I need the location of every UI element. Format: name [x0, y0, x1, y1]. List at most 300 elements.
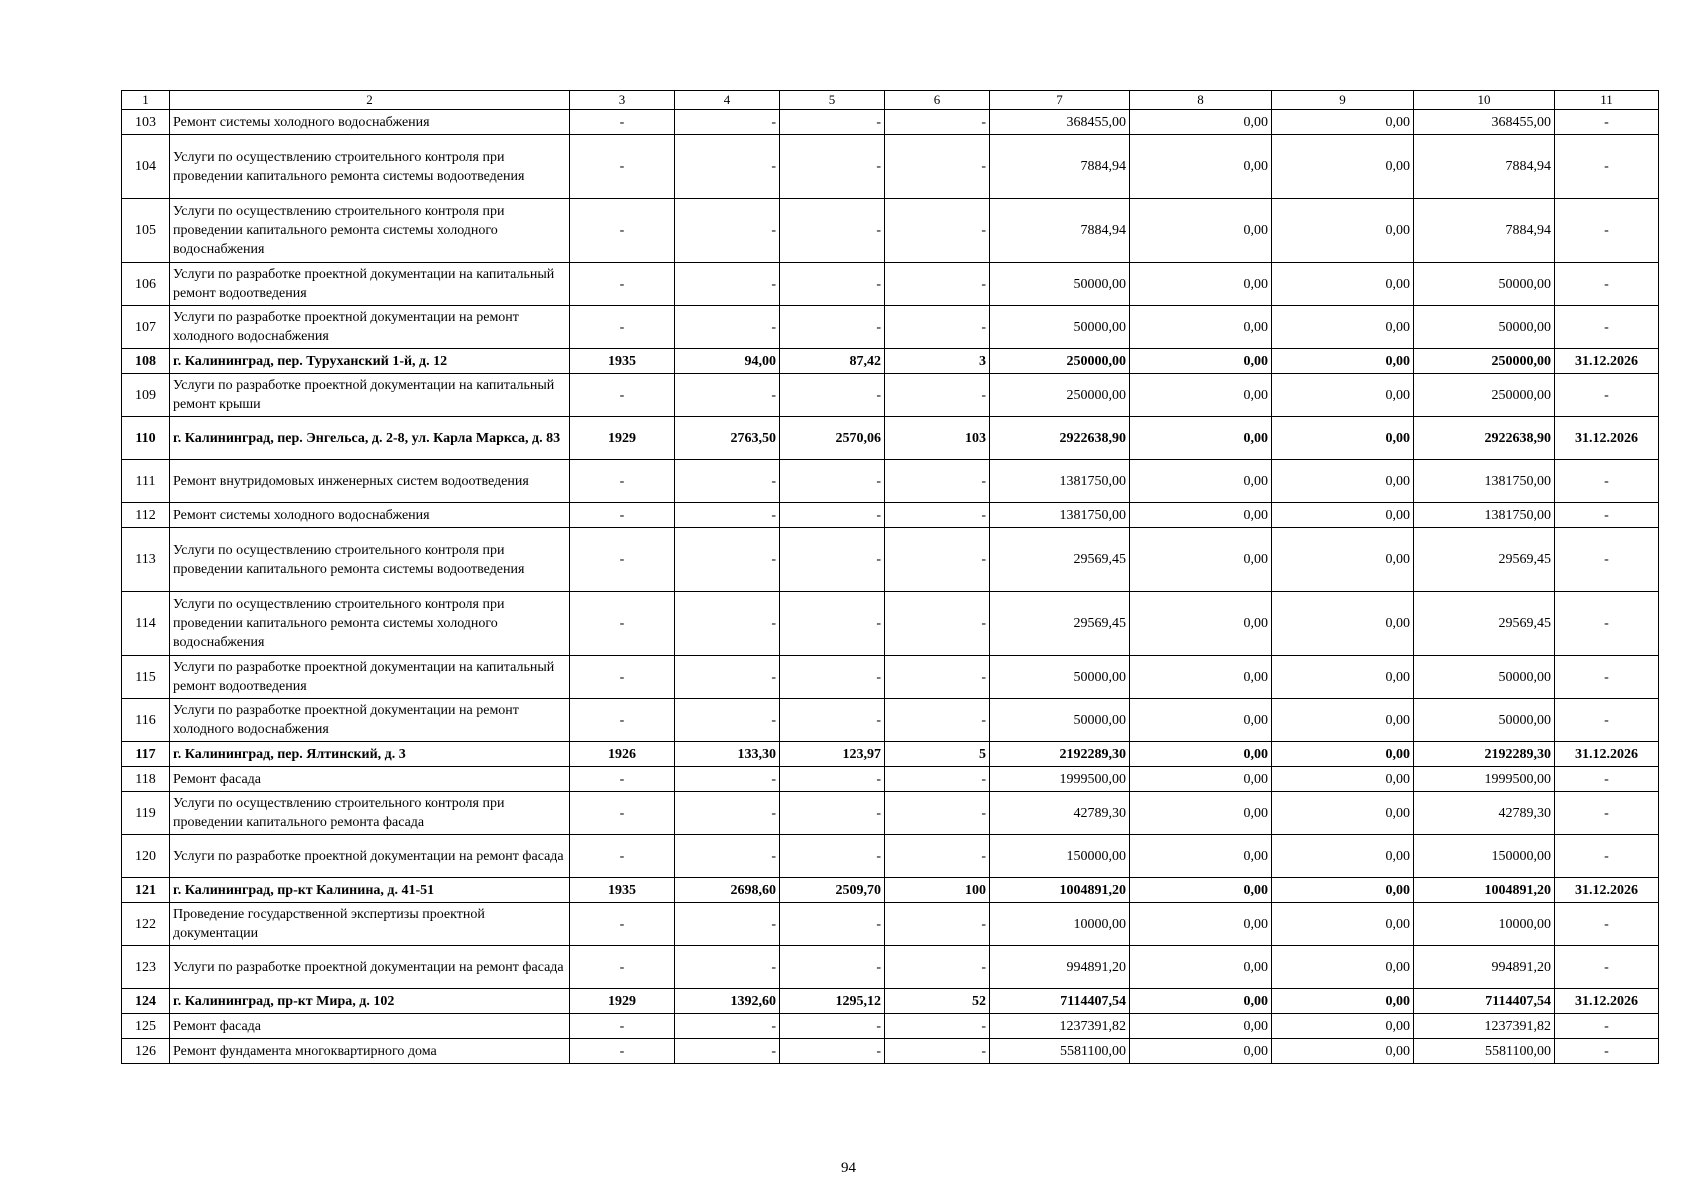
row-number-cell: 103 — [122, 110, 170, 135]
funding-b-cell: 0,00 — [1272, 878, 1414, 903]
row-number-cell: 120 — [122, 835, 170, 878]
row-number-cell: 104 — [122, 135, 170, 199]
year-cell: - — [570, 699, 675, 742]
area-living-cell: - — [780, 903, 885, 946]
funding-c-cell: 994891,20 — [1414, 946, 1555, 989]
table-row — [122, 1014, 1659, 1039]
table-body — [122, 91, 1659, 1064]
area-living-cell: - — [780, 699, 885, 742]
area-living-cell: - — [780, 1039, 885, 1064]
area-living-cell: - — [780, 135, 885, 199]
deadline-cell: 31.12.2026 — [1555, 878, 1659, 903]
funding-c-cell: 7884,94 — [1414, 199, 1555, 263]
description-cell: Ремонт фундамента многоквартирного дома — [170, 1039, 570, 1064]
area-total-cell: - — [675, 263, 780, 306]
cost-total-cell: 7884,94 — [990, 199, 1130, 263]
area-living-cell: - — [780, 306, 885, 349]
year-cell: - — [570, 110, 675, 135]
funding-b-cell: 0,00 — [1272, 110, 1414, 135]
residents-cell: - — [885, 528, 990, 592]
description-cell: Проведение государственной экспертизы проектной документации — [170, 903, 570, 946]
residents-cell: - — [885, 199, 990, 263]
table-row — [122, 1039, 1659, 1064]
funding-c-cell: 250000,00 — [1414, 349, 1555, 374]
funding-c-cell: 250000,00 — [1414, 374, 1555, 417]
area-total-cell: - — [675, 592, 780, 656]
deadline-cell: - — [1555, 263, 1659, 306]
row-number-cell: 109 — [122, 374, 170, 417]
funding-c-cell: 50000,00 — [1414, 699, 1555, 742]
residents-cell: - — [885, 946, 990, 989]
description-cell: Услуги по разработке проектной документации на капитальный ремонт водоотведения — [170, 263, 570, 306]
residents-cell: - — [885, 767, 990, 792]
area-total-cell: - — [675, 767, 780, 792]
deadline-cell: 31.12.2026 — [1555, 742, 1659, 767]
funding-b-cell: 0,00 — [1272, 792, 1414, 835]
cost-total-cell: 1381750,00 — [990, 503, 1130, 528]
cost-total-cell: 2192289,30 — [990, 742, 1130, 767]
column-number: 11 — [1555, 91, 1659, 110]
year-cell: - — [570, 592, 675, 656]
funding-b-cell: 0,00 — [1272, 306, 1414, 349]
residents-cell: - — [885, 306, 990, 349]
deadline-cell: - — [1555, 592, 1659, 656]
deadline-cell: - — [1555, 835, 1659, 878]
funding-b-cell: 0,00 — [1272, 656, 1414, 699]
funding-c-cell: 1004891,20 — [1414, 878, 1555, 903]
description-cell: г. Калининград, пр-кт Калинина, д. 41-51 — [170, 878, 570, 903]
description-cell: Ремонт системы холодного водоснабжения — [170, 503, 570, 528]
row-number-cell: 105 — [122, 199, 170, 263]
address-row — [122, 989, 1659, 1014]
funding-b-cell: 0,00 — [1272, 1039, 1414, 1064]
funding-a-cell: 0,00 — [1130, 374, 1272, 417]
residents-cell: - — [885, 374, 990, 417]
funding-c-cell: 1237391,82 — [1414, 1014, 1555, 1039]
column-number: 4 — [675, 91, 780, 110]
column-number-row — [122, 91, 1659, 110]
funding-a-cell: 0,00 — [1130, 417, 1272, 460]
funding-a-cell: 0,00 — [1130, 989, 1272, 1014]
cost-total-cell: 250000,00 — [990, 374, 1130, 417]
cost-total-cell: 7114407,54 — [990, 989, 1130, 1014]
area-total-cell: - — [675, 528, 780, 592]
residents-cell: 103 — [885, 417, 990, 460]
year-cell: - — [570, 1039, 675, 1064]
description-cell: Услуги по осуществлению строительного контроля при проведении капитального ремонта системы водоотведения — [170, 528, 570, 592]
year-cell: - — [570, 528, 675, 592]
residents-cell: 5 — [885, 742, 990, 767]
row-number-cell: 106 — [122, 263, 170, 306]
row-number-cell: 112 — [122, 503, 170, 528]
funding-b-cell: 0,00 — [1272, 835, 1414, 878]
funding-a-cell: 0,00 — [1130, 792, 1272, 835]
deadline-cell: - — [1555, 699, 1659, 742]
description-cell: г. Калининград, пер. Энгельса, д. 2-8, ул. Карла Маркса, д. 83 — [170, 417, 570, 460]
row-number-cell: 123 — [122, 946, 170, 989]
area-living-cell: - — [780, 199, 885, 263]
description-cell: Услуги по осуществлению строительного контроля при проведении капитального ремонта системы холодного водоснабжения — [170, 592, 570, 656]
area-living-cell: 1295,12 — [780, 989, 885, 1014]
cost-total-cell: 50000,00 — [990, 306, 1130, 349]
table-row — [122, 903, 1659, 946]
cost-total-cell: 7884,94 — [990, 135, 1130, 199]
funding-b-cell: 0,00 — [1272, 742, 1414, 767]
funding-c-cell: 2192289,30 — [1414, 742, 1555, 767]
area-living-cell: - — [780, 946, 885, 989]
area-living-cell: - — [780, 374, 885, 417]
funding-a-cell: 0,00 — [1130, 263, 1272, 306]
year-cell: - — [570, 767, 675, 792]
deadline-cell: - — [1555, 503, 1659, 528]
year-cell: - — [570, 835, 675, 878]
row-number-cell: 126 — [122, 1039, 170, 1064]
cost-total-cell: 42789,30 — [990, 792, 1130, 835]
area-living-cell: - — [780, 460, 885, 503]
funding-c-cell: 50000,00 — [1414, 263, 1555, 306]
table-row — [122, 946, 1659, 989]
residents-cell: - — [885, 792, 990, 835]
cost-total-cell: 1004891,20 — [990, 878, 1130, 903]
funding-b-cell: 0,00 — [1272, 989, 1414, 1014]
year-cell: - — [570, 263, 675, 306]
residents-cell: - — [885, 835, 990, 878]
column-number: 3 — [570, 91, 675, 110]
column-number: 8 — [1130, 91, 1272, 110]
description-cell: Услуги по осуществлению строительного контроля при проведении капитального ремонта фасада — [170, 792, 570, 835]
area-living-cell: - — [780, 110, 885, 135]
residents-cell: - — [885, 460, 990, 503]
address-row — [122, 742, 1659, 767]
area-living-cell: - — [780, 592, 885, 656]
cost-total-cell: 5581100,00 — [990, 1039, 1130, 1064]
deadline-cell: - — [1555, 946, 1659, 989]
area-total-cell: - — [675, 699, 780, 742]
funding-a-cell: 0,00 — [1130, 835, 1272, 878]
area-total-cell: 1392,60 — [675, 989, 780, 1014]
column-number: 1 — [122, 91, 170, 110]
table-row — [122, 835, 1659, 878]
deadline-cell: - — [1555, 903, 1659, 946]
description-cell: Услуги по разработке проектной документации на капитальный ремонт водоотведения — [170, 656, 570, 699]
deadline-cell: - — [1555, 1014, 1659, 1039]
area-total-cell: - — [675, 835, 780, 878]
residents-cell: 52 — [885, 989, 990, 1014]
residents-cell: 100 — [885, 878, 990, 903]
residents-cell: 3 — [885, 349, 990, 374]
area-total-cell: - — [675, 110, 780, 135]
address-row — [122, 417, 1659, 460]
deadline-cell: 31.12.2026 — [1555, 989, 1659, 1014]
description-cell: Услуги по осуществлению строительного контроля при проведении капитального ремонта системы холодного водоснабжения — [170, 199, 570, 263]
area-living-cell: - — [780, 656, 885, 699]
area-total-cell: - — [675, 199, 780, 263]
column-number: 2 — [170, 91, 570, 110]
area-total-cell: - — [675, 946, 780, 989]
description-cell: г. Калининград, пер. Туруханский 1-й, д. 12 — [170, 349, 570, 374]
column-number: 5 — [780, 91, 885, 110]
funding-a-cell: 0,00 — [1130, 1039, 1272, 1064]
deadline-cell: - — [1555, 656, 1659, 699]
area-total-cell: - — [675, 306, 780, 349]
year-cell: 1929 — [570, 989, 675, 1014]
table-row — [122, 135, 1659, 199]
deadline-cell: - — [1555, 374, 1659, 417]
funding-a-cell: 0,00 — [1130, 460, 1272, 503]
table-row — [122, 199, 1659, 263]
residents-cell: - — [885, 903, 990, 946]
deadline-cell: 31.12.2026 — [1555, 349, 1659, 374]
row-number-cell: 124 — [122, 989, 170, 1014]
table-row — [122, 306, 1659, 349]
funding-a-cell: 0,00 — [1130, 946, 1272, 989]
funding-a-cell: 0,00 — [1130, 306, 1272, 349]
address-row — [122, 349, 1659, 374]
cost-total-cell: 250000,00 — [990, 349, 1130, 374]
page-number: 94 — [841, 1160, 856, 1176]
funding-b-cell: 0,00 — [1272, 503, 1414, 528]
table-row — [122, 374, 1659, 417]
deadline-cell: - — [1555, 767, 1659, 792]
table-row — [122, 767, 1659, 792]
residents-cell: - — [885, 656, 990, 699]
description-cell: г. Калининград, пер. Ялтинский, д. 3 — [170, 742, 570, 767]
cost-total-cell: 50000,00 — [990, 656, 1130, 699]
funding-b-cell: 0,00 — [1272, 767, 1414, 792]
row-number-cell: 115 — [122, 656, 170, 699]
funding-a-cell: 0,00 — [1130, 767, 1272, 792]
year-cell: 1929 — [570, 417, 675, 460]
area-living-cell: 87,42 — [780, 349, 885, 374]
area-living-cell: - — [780, 835, 885, 878]
year-cell: - — [570, 656, 675, 699]
description-cell: Ремонт фасада — [170, 1014, 570, 1039]
funding-b-cell: 0,00 — [1272, 349, 1414, 374]
residents-cell: - — [885, 503, 990, 528]
funding-c-cell: 42789,30 — [1414, 792, 1555, 835]
year-cell: 1926 — [570, 742, 675, 767]
description-cell: Услуги по разработке проектной документации на ремонт холодного водоснабжения — [170, 306, 570, 349]
description-cell: Услуги по разработке проектной документации на ремонт холодного водоснабжения — [170, 699, 570, 742]
cost-total-cell: 50000,00 — [990, 699, 1130, 742]
deadline-cell: - — [1555, 528, 1659, 592]
funding-a-cell: 0,00 — [1130, 528, 1272, 592]
table-row — [122, 110, 1659, 135]
deadline-cell: - — [1555, 135, 1659, 199]
year-cell: - — [570, 1014, 675, 1039]
funding-b-cell: 0,00 — [1272, 374, 1414, 417]
year-cell: - — [570, 946, 675, 989]
funding-c-cell: 1999500,00 — [1414, 767, 1555, 792]
funding-c-cell: 5581100,00 — [1414, 1039, 1555, 1064]
area-living-cell: 2509,70 — [780, 878, 885, 903]
funding-b-cell: 0,00 — [1272, 528, 1414, 592]
description-cell: Ремонт фасада — [170, 767, 570, 792]
funding-a-cell: 0,00 — [1130, 199, 1272, 263]
row-number-cell: 116 — [122, 699, 170, 742]
table-row — [122, 592, 1659, 656]
year-cell: - — [570, 460, 675, 503]
residents-cell: - — [885, 135, 990, 199]
cost-total-cell: 1381750,00 — [990, 460, 1130, 503]
row-number-cell: 125 — [122, 1014, 170, 1039]
funding-c-cell: 50000,00 — [1414, 306, 1555, 349]
cost-total-cell: 368455,00 — [990, 110, 1130, 135]
year-cell: 1935 — [570, 878, 675, 903]
area-living-cell: - — [780, 263, 885, 306]
area-total-cell: - — [675, 903, 780, 946]
area-total-cell: 133,30 — [675, 742, 780, 767]
cost-total-cell: 10000,00 — [990, 903, 1130, 946]
funding-c-cell: 50000,00 — [1414, 656, 1555, 699]
cost-total-cell: 29569,45 — [990, 592, 1130, 656]
description-cell: г. Калининград, пр-кт Мира, д. 102 — [170, 989, 570, 1014]
table-row — [122, 656, 1659, 699]
address-row — [122, 878, 1659, 903]
table-row — [122, 263, 1659, 306]
row-number-cell: 121 — [122, 878, 170, 903]
residents-cell: - — [885, 1014, 990, 1039]
residents-cell: - — [885, 1039, 990, 1064]
area-living-cell: 123,97 — [780, 742, 885, 767]
area-total-cell: 2698,60 — [675, 878, 780, 903]
cost-total-cell: 50000,00 — [990, 263, 1130, 306]
deadline-cell: 31.12.2026 — [1555, 417, 1659, 460]
description-cell: Ремонт системы холодного водоснабжения — [170, 110, 570, 135]
deadline-cell: - — [1555, 199, 1659, 263]
funding-b-cell: 0,00 — [1272, 946, 1414, 989]
funding-c-cell: 1381750,00 — [1414, 460, 1555, 503]
area-total-cell: - — [675, 503, 780, 528]
funding-b-cell: 0,00 — [1272, 460, 1414, 503]
table-row — [122, 503, 1659, 528]
funding-c-cell: 10000,00 — [1414, 903, 1555, 946]
table-row — [122, 528, 1659, 592]
cost-total-cell: 2922638,90 — [990, 417, 1130, 460]
cost-total-cell: 29569,45 — [990, 528, 1130, 592]
funding-c-cell: 7114407,54 — [1414, 989, 1555, 1014]
funding-b-cell: 0,00 — [1272, 592, 1414, 656]
area-total-cell: - — [675, 460, 780, 503]
funding-a-cell: 0,00 — [1130, 699, 1272, 742]
deadline-cell: - — [1555, 792, 1659, 835]
description-cell: Услуги по осуществлению строительного контроля при проведении капитального ремонта системы водоотведения — [170, 135, 570, 199]
row-number-cell: 107 — [122, 306, 170, 349]
row-number-cell: 111 — [122, 460, 170, 503]
area-total-cell: - — [675, 656, 780, 699]
area-total-cell: 2763,50 — [675, 417, 780, 460]
funding-b-cell: 0,00 — [1272, 199, 1414, 263]
cost-total-cell: 1999500,00 — [990, 767, 1130, 792]
row-number-cell: 122 — [122, 903, 170, 946]
row-number-cell: 110 — [122, 417, 170, 460]
table-row — [122, 699, 1659, 742]
row-number-cell: 117 — [122, 742, 170, 767]
area-total-cell: - — [675, 374, 780, 417]
area-living-cell: - — [780, 503, 885, 528]
area-total-cell: - — [675, 135, 780, 199]
funding-a-cell: 0,00 — [1130, 742, 1272, 767]
row-number-cell: 113 — [122, 528, 170, 592]
residents-cell: - — [885, 592, 990, 656]
funding-c-cell: 1381750,00 — [1414, 503, 1555, 528]
year-cell: - — [570, 135, 675, 199]
funding-c-cell: 150000,00 — [1414, 835, 1555, 878]
deadline-cell: - — [1555, 110, 1659, 135]
residents-cell: - — [885, 110, 990, 135]
cost-total-cell: 1237391,82 — [990, 1014, 1130, 1039]
area-total-cell: - — [675, 792, 780, 835]
row-number-cell: 114 — [122, 592, 170, 656]
year-cell: 1935 — [570, 349, 675, 374]
funding-a-cell: 0,00 — [1130, 1014, 1272, 1039]
cost-total-cell: 150000,00 — [990, 835, 1130, 878]
area-total-cell: - — [675, 1014, 780, 1039]
area-living-cell: 2570,06 — [780, 417, 885, 460]
funding-a-cell: 0,00 — [1130, 135, 1272, 199]
funding-a-cell: 0,00 — [1130, 349, 1272, 374]
area-living-cell: - — [780, 792, 885, 835]
description-cell: Ремонт внутридомовых инженерных систем водоотведения — [170, 460, 570, 503]
year-cell: - — [570, 199, 675, 263]
area-total-cell: 94,00 — [675, 349, 780, 374]
column-number: 6 — [885, 91, 990, 110]
column-number: 10 — [1414, 91, 1555, 110]
deadline-cell: - — [1555, 460, 1659, 503]
funding-b-cell: 0,00 — [1272, 903, 1414, 946]
year-cell: - — [570, 903, 675, 946]
funding-b-cell: 0,00 — [1272, 263, 1414, 306]
repair-register-table — [121, 90, 1659, 1064]
funding-a-cell: 0,00 — [1130, 503, 1272, 528]
funding-b-cell: 0,00 — [1272, 417, 1414, 460]
table-row — [122, 792, 1659, 835]
residents-cell: - — [885, 699, 990, 742]
funding-b-cell: 0,00 — [1272, 1014, 1414, 1039]
table-row — [122, 460, 1659, 503]
funding-c-cell: 29569,45 — [1414, 528, 1555, 592]
description-cell: Услуги по разработке проектной документации на ремонт фасада — [170, 946, 570, 989]
description-cell: Услуги по разработке проектной документации на капитальный ремонт крыши — [170, 374, 570, 417]
year-cell: - — [570, 374, 675, 417]
funding-c-cell: 29569,45 — [1414, 592, 1555, 656]
deadline-cell: - — [1555, 1039, 1659, 1064]
funding-a-cell: 0,00 — [1130, 110, 1272, 135]
year-cell: - — [570, 306, 675, 349]
funding-b-cell: 0,00 — [1272, 699, 1414, 742]
year-cell: - — [570, 503, 675, 528]
funding-a-cell: 0,00 — [1130, 903, 1272, 946]
area-living-cell: - — [780, 1014, 885, 1039]
area-living-cell: - — [780, 528, 885, 592]
deadline-cell: - — [1555, 306, 1659, 349]
area-total-cell: - — [675, 1039, 780, 1064]
year-cell: - — [570, 792, 675, 835]
row-number-cell: 118 — [122, 767, 170, 792]
funding-c-cell: 368455,00 — [1414, 110, 1555, 135]
row-number-cell: 108 — [122, 349, 170, 374]
funding-b-cell: 0,00 — [1272, 135, 1414, 199]
cost-total-cell: 994891,20 — [990, 946, 1130, 989]
row-number-cell: 119 — [122, 792, 170, 835]
funding-a-cell: 0,00 — [1130, 878, 1272, 903]
description-cell: Услуги по разработке проектной документации на ремонт фасада — [170, 835, 570, 878]
funding-a-cell: 0,00 — [1130, 656, 1272, 699]
column-number: 7 — [990, 91, 1130, 110]
residents-cell: - — [885, 263, 990, 306]
funding-a-cell: 0,00 — [1130, 592, 1272, 656]
funding-c-cell: 7884,94 — [1414, 135, 1555, 199]
